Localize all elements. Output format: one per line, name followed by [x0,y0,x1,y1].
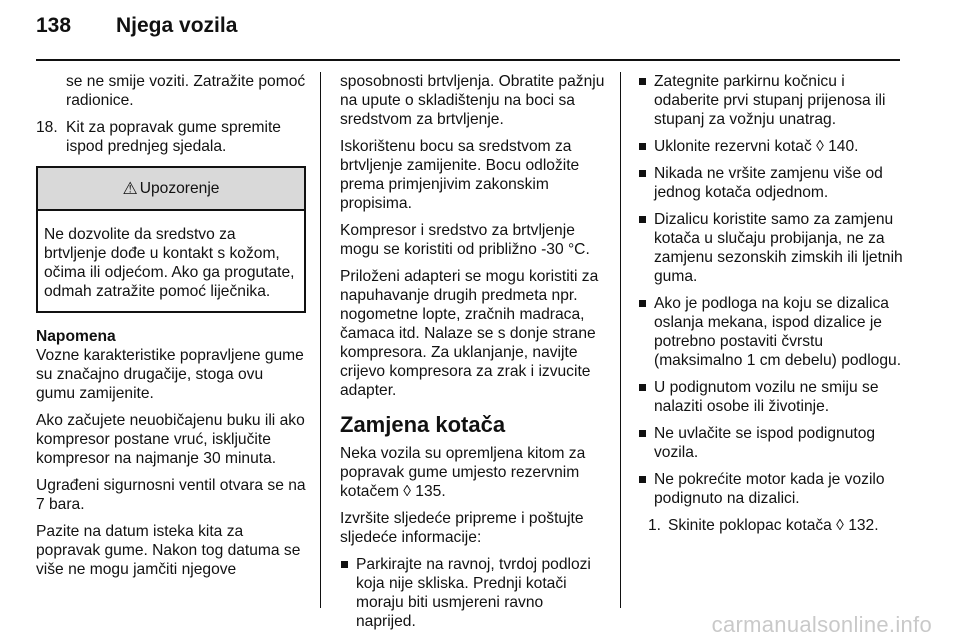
bullet-text: Ne pokrećite motor kada je vozilo podignuto na dizalici. [654,471,885,507]
bullet-square-icon [639,143,646,150]
bullet-text: Dizalicu koristite samo za zamjenu kotača u slučaju probijanja, ne za zamjenu sezonskih zimskih ili ljetnih guma. [654,211,903,285]
watermark: carmanualsonline.info [711,612,932,637]
bullet-item [638,470,904,508]
warning-body: Ne dozvolite da sredstvo za brtvljenje dođe u kontakt s kožom, očima ili odjećom. Ako ga progutate, odmah zatražite pomoć liječnika. [44,226,295,300]
bullet-square-icon [341,561,348,568]
bullet-text: Uklonite rezervni kotač ◊ 140. [654,138,859,155]
note-text: Vozne karakteristike popravljene gume su značajno drugačije, stoga ovu gumu zamijenite. [36,347,304,402]
bullet-square-icon [639,216,646,223]
paragraph: Ako začujete neuobičajenu buku ili ako kompresor postane vruć, isključite kompresor na najmanje 30 minuta. [36,412,305,467]
bullet-square-icon [639,170,646,177]
warning-box [36,166,306,313]
paragraph: sposobnosti brtvljenja. Obratite pažnju na upute o skladištenju na boci sa sredstvom za brtvljenje. [340,73,605,128]
bullet-text: Zategnite parkirnu kočnicu i odaberite prvi stupanj prijenosa ili stupanj za vožnju unatrag. [654,73,886,128]
column-1 [36,72,306,587]
warning-title: Upozorenje [139,180,220,197]
paragraph: Ugrađeni sigurnosni ventil otvara se na 7 bara. [36,477,306,513]
bullet-square-icon [639,300,646,307]
bullet-item [340,555,606,631]
bullet-item [638,424,904,462]
bullet-text: Ne uvlačite se ispod podignutog vozila. [654,425,876,461]
bullet-item [638,210,904,286]
paragraph: Kompresor i sredstvo za brtvljenje mogu se koristiti od približno -30 °C. [340,222,590,258]
note-heading: Napomena [36,328,116,345]
step-text: Skinite poklopac kotača ◊ 132. [668,517,879,534]
bullet-text: Nikada ne vršite zamjenu više od jednog kotača odjednom. [654,165,883,201]
paragraph: Izvršite sljedeće pripreme i poštujte sljedeće informacije: [340,510,584,546]
list-item-number: 18. [36,119,58,136]
list-item-text: Kit za popravak gume spremite ispod prednjeg sjedala. [66,119,281,155]
bullet-text: Ako je podloga na koju se dizalica oslanja mekana, ispod dizalice je potrebno postaviti čvrstu (maksimalno 1 cm debelu) podlogu. [654,295,902,369]
bullet-item [638,164,904,202]
paragraph: Neka vozila su opremljena kitom za popravak gume umjesto rezervnim kotačem ◊ 135. [340,445,586,500]
bullet-item [638,294,904,370]
warning-header [38,168,304,211]
warning-triangle-icon: ⚠ [122,179,138,198]
page-number: 138 [36,14,72,37]
column-divider [320,72,321,608]
bullet-square-icon [639,476,646,483]
section-heading: Zamjena kotača [340,412,506,437]
column-divider [620,72,621,608]
column-2 [340,72,606,639]
header-rule [36,59,900,61]
step-item-1 [648,516,904,535]
page-title: Njega vozila [116,14,238,37]
bullet-item [638,137,904,156]
bullet-square-icon [639,384,646,391]
paragraph: Priloženi adapteri se mogu koristiti za napuhavanje drugih predmeta npr. nogometne lopte, zračnih madraca, čamaca itd. Nalaze se s donje strane kompresora. Za uklanjanje, navijte crijevo kompresora za zrak i izvucite adapter. [340,268,599,399]
paragraph: Pazite na datum isteka kita za popravak gume. Nakon tog datuma se više ne mogu jamčiti njegove [36,523,301,578]
step-number: 1. [648,517,662,534]
list-item-18 [36,118,306,156]
bullet-item [638,378,904,416]
column-3 [638,72,904,535]
paragraph: Iskorištenu bocu sa sredstvom za brtvljenje zamijenite. Bocu odložite prema primjenjivim zakonskim propisima. [340,138,580,212]
bullet-square-icon [639,430,646,437]
bullet-square-icon [639,78,646,85]
bullet-item [638,72,904,129]
continued-text: se ne smije voziti. Zatražite pomoć radionice. [66,73,306,109]
bullet-text: Parkirajte na ravnoj, tvrdoj podlozi koja nije skliska. Prednji kotači moraju biti usmjereni ravno naprijed. [356,556,591,630]
bullet-text: U podignutom vozilu ne smiju se nalaziti osobe ili životinje. [654,379,879,415]
